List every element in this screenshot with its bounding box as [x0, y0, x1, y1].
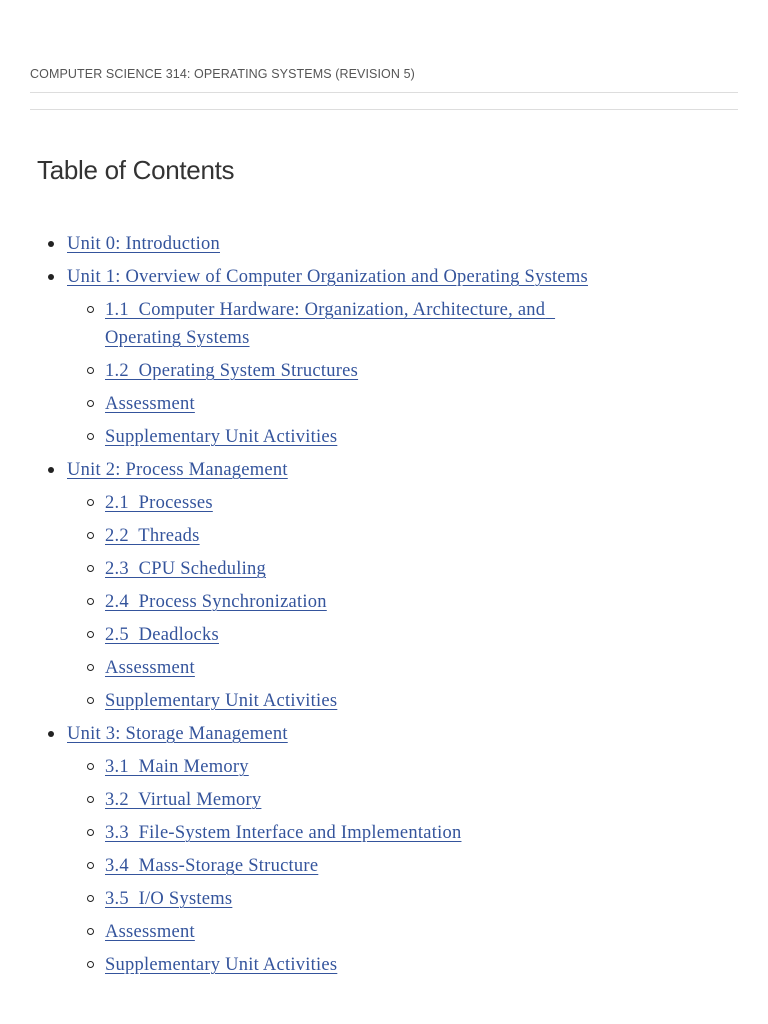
- toc-item: [105, 885, 625, 913]
- toc-item: [105, 357, 625, 385]
- link-3-1-main-memory[interactable]: 3.1 Main Memory: [105, 757, 249, 777]
- toc-item: [105, 951, 625, 979]
- link-unit-3-storage-management[interactable]: Unit 3: Storage Management: [67, 724, 288, 744]
- link-unit-3-assessment[interactable]: Assessment: [105, 922, 195, 942]
- toc-item: [105, 687, 625, 715]
- header-divider-bottom: [30, 109, 738, 110]
- toc-item: [105, 296, 625, 352]
- toc-unit-2: [0, 456, 768, 715]
- link-2-5-deadlocks[interactable]: 2.5 Deadlocks: [105, 625, 219, 645]
- link-unit-1-supplementary[interactable]: Supplementary Unit Activities: [105, 427, 338, 447]
- link-2-2-threads[interactable]: 2.2 Threads: [105, 526, 200, 546]
- toc-unit-0: [0, 230, 768, 258]
- link-unit-3-supplementary[interactable]: Supplementary Unit Activities: [105, 955, 338, 975]
- link-unit-0-introduction[interactable]: Unit 0: Introduction: [67, 234, 220, 254]
- link-2-3-cpu-scheduling[interactable]: 2.3 CPU Scheduling: [105, 559, 266, 579]
- toc-item: [105, 654, 625, 682]
- link-unit-2-process-management[interactable]: Unit 2: Process Management: [67, 460, 288, 480]
- link-3-2-virtual-memory[interactable]: 3.2 Virtual Memory: [105, 790, 262, 810]
- link-2-4-process-synchronization[interactable]: 2.4 Process Synchronization: [105, 592, 327, 612]
- link-3-3-file-system[interactable]: 3.3 File-System Interface and Implementation: [105, 823, 462, 843]
- link-unit-2-assessment[interactable]: Assessment: [105, 658, 195, 678]
- document-header: COMPUTER SCIENCE 314: OPERATING SYSTEMS (REVISION 5): [30, 67, 415, 81]
- link-3-5-io-systems[interactable]: 3.5 I/O Systems: [105, 889, 233, 909]
- toc-unit-1: [0, 263, 768, 451]
- unit-1-sublist: [67, 296, 768, 451]
- link-unit-2-supplementary[interactable]: Supplementary Unit Activities: [105, 691, 338, 711]
- table-of-contents: [0, 230, 768, 984]
- toc-item: [105, 555, 625, 583]
- toc-item: [105, 819, 625, 847]
- link-2-1-processes[interactable]: 2.1 Processes: [105, 493, 213, 513]
- toc-item: [105, 522, 625, 550]
- unit-3-sublist: [67, 753, 768, 979]
- toc-unit-3: [0, 720, 768, 979]
- link-unit-1-assessment[interactable]: Assessment: [105, 394, 195, 414]
- link-unit-1-overview[interactable]: Unit 1: Overview of Computer Organization and Operating Systems: [67, 267, 588, 287]
- toc-item: [105, 918, 625, 946]
- toc-item: [105, 489, 625, 517]
- toc-item: [105, 786, 625, 814]
- toc-item: [105, 423, 625, 451]
- header-divider-top: [30, 92, 738, 93]
- toc-item: [105, 621, 625, 649]
- toc-item: [105, 390, 625, 418]
- link-3-4-mass-storage[interactable]: 3.4 Mass-Storage Structure: [105, 856, 319, 876]
- toc-item: [105, 852, 625, 880]
- toc-item: [105, 588, 625, 616]
- link-1-1-computer-hardware[interactable]: 1.1 Computer Hardware: Organization, Architecture, and Operating Systems: [105, 300, 556, 348]
- toc-item: [105, 753, 625, 781]
- toc-title: Table of Contents: [37, 155, 235, 185]
- link-1-2-os-structures[interactable]: 1.2 Operating System Structures: [105, 361, 359, 381]
- unit-2-sublist: [67, 489, 768, 715]
